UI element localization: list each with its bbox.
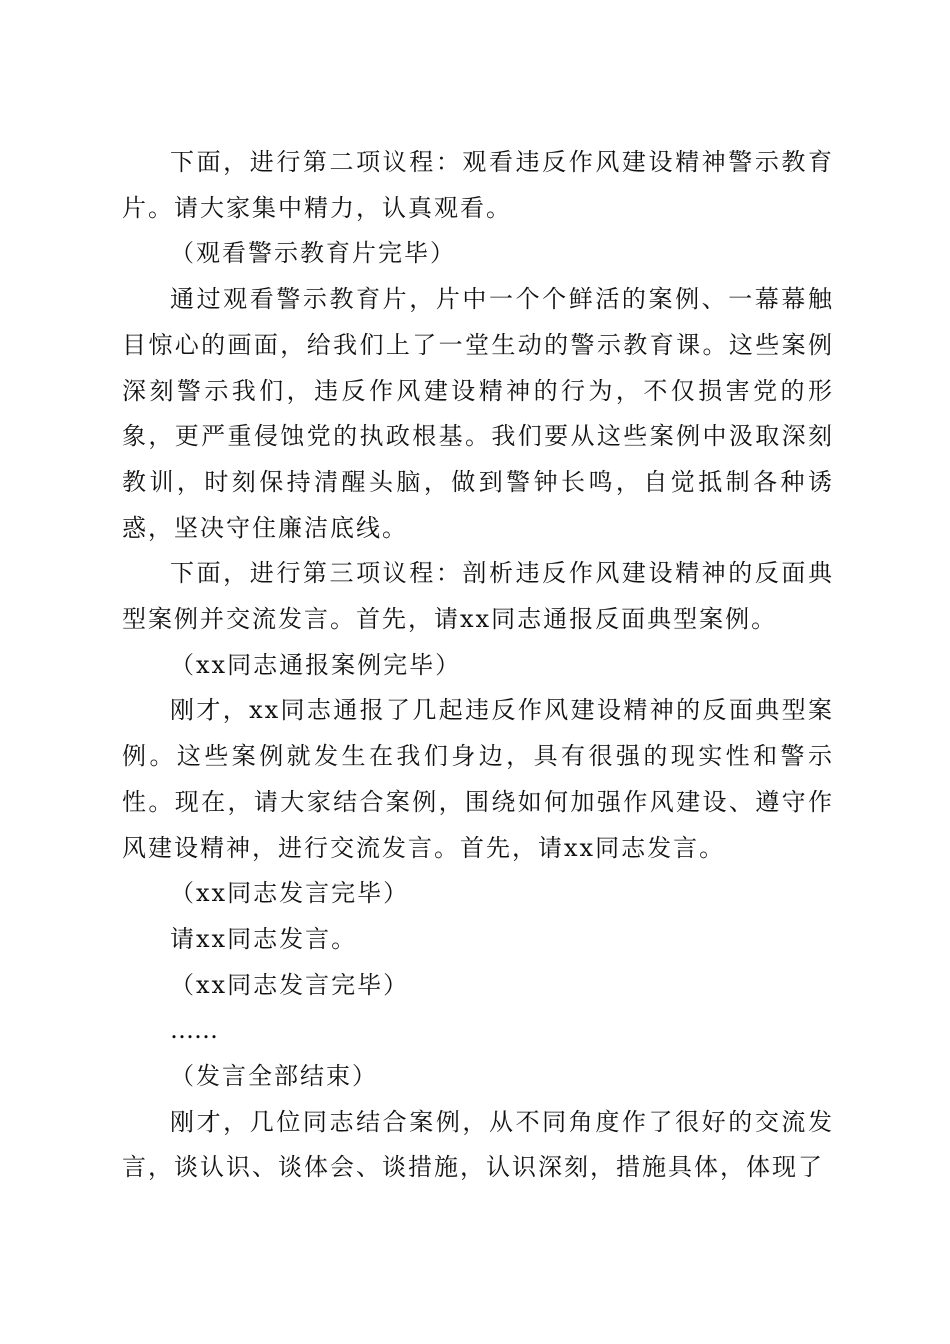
stage-note-case-report-finished: （xx同志通报案例完毕）: [170, 650, 462, 679]
stage-note-all-speeches-finished: （发言全部结束）: [170, 1062, 378, 1091]
stage-note-speech-finished-2: （xx同志发言完毕）: [170, 970, 410, 999]
stage-note-video-finished: （观看警示教育片完毕）: [170, 239, 456, 268]
ellipsis: ……: [170, 1016, 218, 1045]
paragraph-next-speaker: 请xx同志发言。: [170, 924, 358, 953]
paragraph-agenda-item-3: 下面，进行第三项议程：剖析违反作风建设精神的反面典型案例并交流发言。首先，请xx同志通报反面典型案例。: [122, 559, 834, 634]
document-body: [122, 140, 834, 1191]
paragraph-case-discussion: 刚才，xx同志通报了几起违反作风建设精神的反面典型案例。这些案例就发生在我们身边，具有很强的现实性和警示性。现在，请大家结合案例，围绕如何加强作风建设、遵守作风建设精神，进行交流发言。首先，请xx同志发言。: [122, 696, 834, 862]
paragraph-video-reflection: 通过观看警示教育片，片中一个个鲜活的案例、一幕幕触目惊心的画面，给我们上了一堂生动的警示教育课。这些案例深刻警示我们，违反作风建设精神的行为，不仅损害党的形象，更严重侵蚀党的执政根基。我们要从这些案例中汲取深刻教训，时刻保持清醒头脑，做到警钟长鸣，自觉抵制各种诱惑，坚决守住廉洁底线。: [122, 285, 834, 542]
paragraph-agenda-item-2: 下面，进行第二项议程：观看违反作风建设精神警示教育片。请大家集中精力，认真观看。: [122, 148, 834, 222]
stage-note-speech-finished-1: （xx同志发言完毕）: [170, 879, 410, 908]
paragraph-summary: 刚才，几位同志结合案例，从不同角度作了很好的交流发言，谈认识、谈体会、谈措施，认识深刻，措施具体，体现了: [122, 1107, 834, 1182]
